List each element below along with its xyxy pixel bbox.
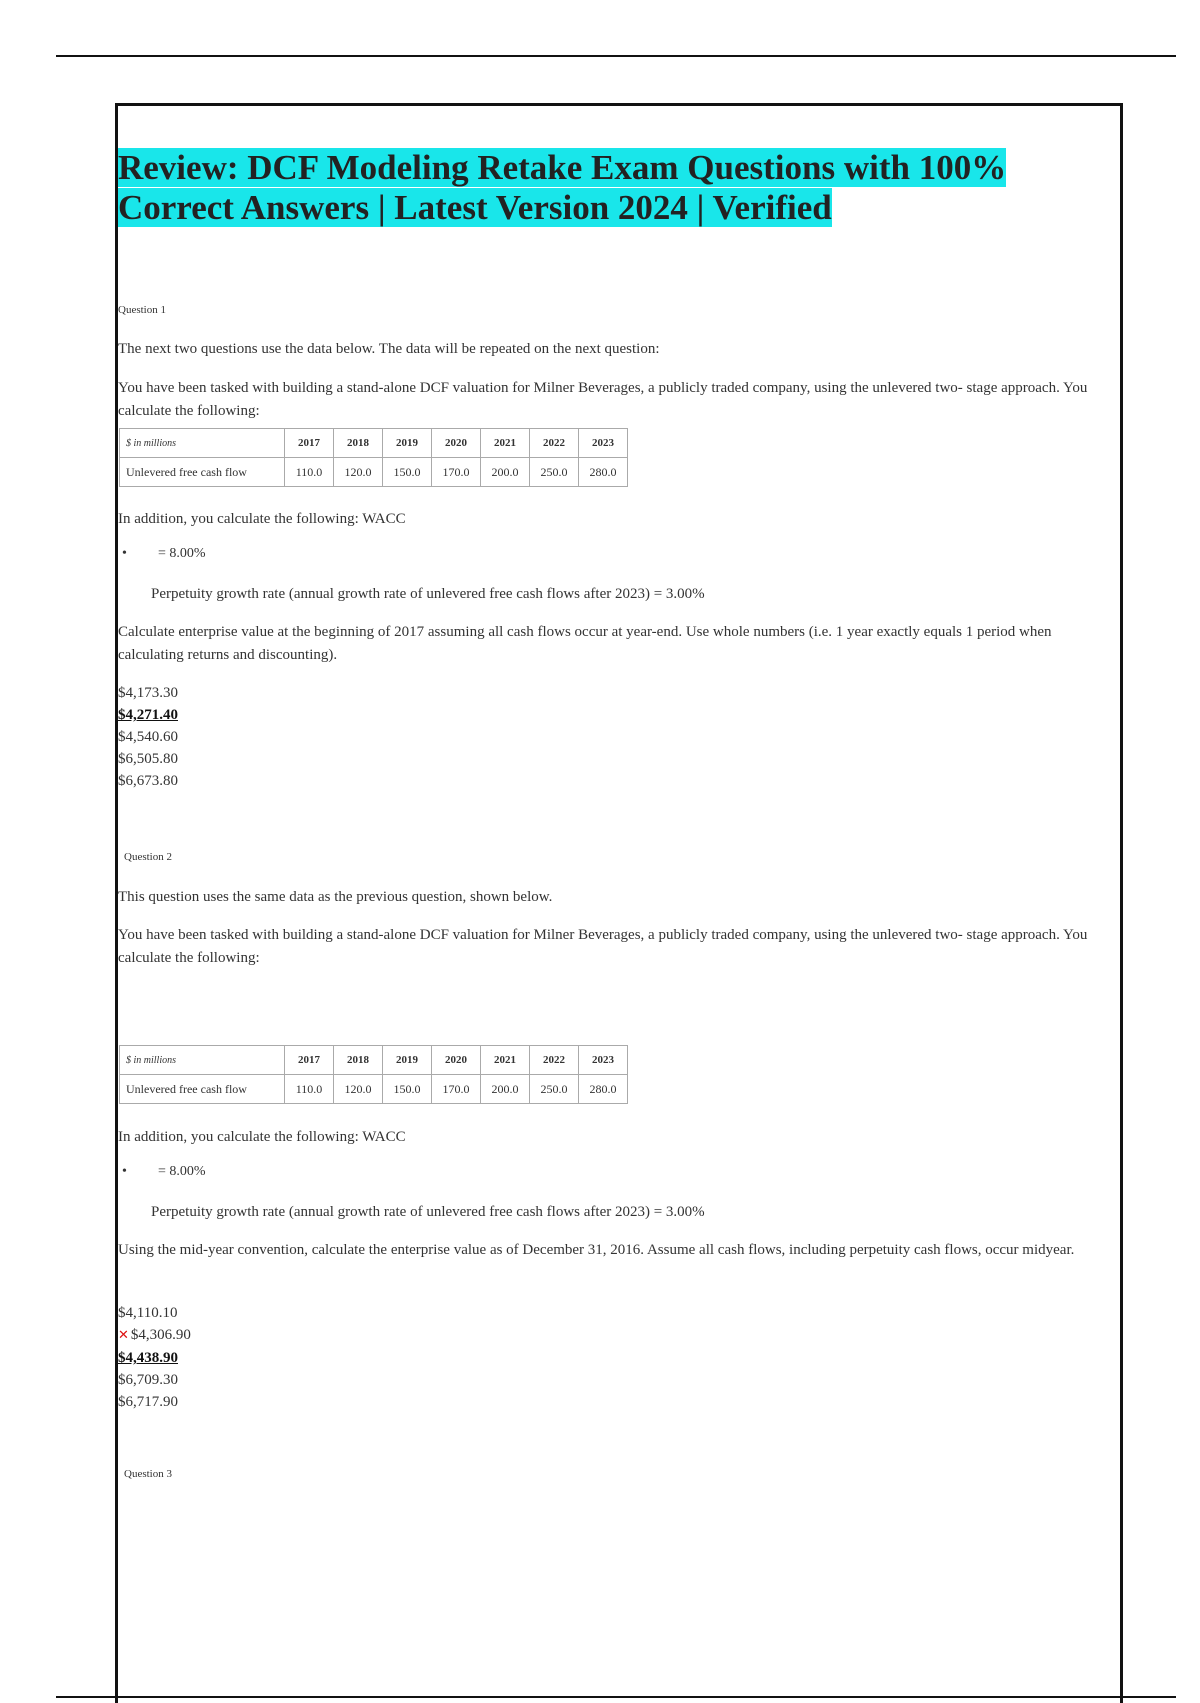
table-cell: 250.0 xyxy=(530,1075,579,1104)
correct-answer-option[interactable]: $4,438.90 xyxy=(118,1350,178,1366)
question-2-label: Question 2 xyxy=(124,851,172,863)
table-year: 2022 xyxy=(530,1046,579,1075)
q1-prompt: Calculate enterprise value at the beginning of 2017 assuming all cash flows occur at year-end. Use whole numbers (i.e. 1 year exactly equals 1 period when calculating returns and discounting). xyxy=(118,624,1052,663)
answer-option[interactable]: $4,110.10 xyxy=(118,1305,178,1321)
table-year: 2019 xyxy=(383,1046,432,1075)
table-row xyxy=(120,1075,628,1104)
table-year: 2018 xyxy=(334,1046,383,1075)
table-header-row xyxy=(120,429,628,458)
bullet-dot: • xyxy=(122,546,127,561)
table-row-label: Unlevered free cash flow xyxy=(120,1075,285,1104)
table-year: 2017 xyxy=(285,1046,334,1075)
table-year: 2018 xyxy=(334,429,383,458)
table-year: 2021 xyxy=(481,429,530,458)
table-cell: 150.0 xyxy=(383,1075,432,1104)
q1-addition: In addition, you calculate the following: WACC xyxy=(118,511,406,527)
table-header-row xyxy=(120,1046,628,1075)
q1-wacc-bullet xyxy=(122,546,206,562)
top-rule xyxy=(56,55,1176,57)
q1-cash-flow-table xyxy=(119,428,628,487)
q2-prompt: Using the mid-year convention, calculate the enterprise value as of December 31, 2016. Assume all cash flows, including perpetuity cash flows, occur midyear. xyxy=(118,1242,1075,1258)
q2-wacc-bullet xyxy=(122,1164,206,1180)
table-year: 2020 xyxy=(432,429,481,458)
answer-option-text: $4,306.90 xyxy=(130,1327,191,1343)
q2-growth: Perpetuity growth rate (annual growth rate of unlevered free cash flows after 2023) = 3.00% xyxy=(151,1204,705,1220)
table-units-label: $ in millions xyxy=(120,1046,285,1075)
answer-option[interactable]: $6,673.80 xyxy=(118,773,178,789)
q1-setup: You have been tasked with building a stand-alone DCF valuation for Milner Beverages, a publicly traded company, using the unlevered two- stage approach. You calculate the following: xyxy=(118,380,1088,419)
table-cell: 170.0 xyxy=(432,1075,481,1104)
correct-answer-option[interactable]: $4,271.40 xyxy=(118,707,178,723)
table-row-label: Unlevered free cash flow xyxy=(120,458,285,487)
table-year: 2019 xyxy=(383,429,432,458)
q2-addition: In addition, you calculate the following: WACC xyxy=(118,1129,406,1145)
title-line-1: Review: DCF Modeling Retake Exam Questions with 100% xyxy=(118,148,1007,187)
q1-options xyxy=(118,682,178,792)
table-cell: 250.0 xyxy=(530,458,579,487)
answer-option[interactable]: $6,505.80 xyxy=(118,751,178,767)
table-cell: 170.0 xyxy=(432,458,481,487)
table-cell: 280.0 xyxy=(579,1075,628,1104)
title-line-2: Correct Answers | Latest Version 2024 | Verified xyxy=(118,188,832,227)
table-cell: 110.0 xyxy=(285,458,334,487)
table-year: 2023 xyxy=(579,429,628,458)
incorrect-answer-option[interactable] xyxy=(118,1324,191,1347)
q2-setup: You have been tasked with building a stand-alone DCF valuation for Milner Beverages, a publicly traded company, using the unlevered two- stage approach. You calculate the following: xyxy=(118,927,1088,966)
table-cell: 120.0 xyxy=(334,458,383,487)
question-3-label: Question 3 xyxy=(124,1468,172,1480)
table-cell: 110.0 xyxy=(285,1075,334,1104)
q2-intro: This question uses the same data as the previous question, shown below. xyxy=(118,889,553,905)
table-year: 2021 xyxy=(481,1046,530,1075)
table-year: 2022 xyxy=(530,429,579,458)
q2-options xyxy=(118,1302,191,1413)
incorrect-x-icon: ✕ xyxy=(118,1328,129,1343)
table-year: 2020 xyxy=(432,1046,481,1075)
answer-option[interactable]: $4,173.30 xyxy=(118,685,178,701)
answer-option[interactable]: $4,540.60 xyxy=(118,729,178,745)
table-cell: 200.0 xyxy=(481,1075,530,1104)
q2-wacc-value: = 8.00% xyxy=(158,1164,206,1179)
q1-intro: The next two questions use the data below. The data will be repeated on the next question: xyxy=(118,341,660,357)
table-cell: 200.0 xyxy=(481,458,530,487)
question-1-label: Question 1 xyxy=(118,304,166,316)
table-cell: 150.0 xyxy=(383,458,432,487)
table-year: 2017 xyxy=(285,429,334,458)
q2-cash-flow-table xyxy=(119,1045,628,1104)
table-row xyxy=(120,458,628,487)
q1-wacc-value: = 8.00% xyxy=(158,546,206,561)
table-units-label: $ in millions xyxy=(120,429,285,458)
table-cell: 280.0 xyxy=(579,458,628,487)
answer-option[interactable]: $6,717.90 xyxy=(118,1394,178,1410)
document-title xyxy=(118,148,1098,228)
answer-option[interactable]: $6,709.30 xyxy=(118,1372,178,1388)
bottom-rule xyxy=(56,1696,1176,1698)
table-year: 2023 xyxy=(579,1046,628,1075)
table-cell: 120.0 xyxy=(334,1075,383,1104)
q1-growth: Perpetuity growth rate (annual growth rate of unlevered free cash flows after 2023) = 3.00% xyxy=(151,586,705,602)
bullet-dot: • xyxy=(122,1164,127,1179)
